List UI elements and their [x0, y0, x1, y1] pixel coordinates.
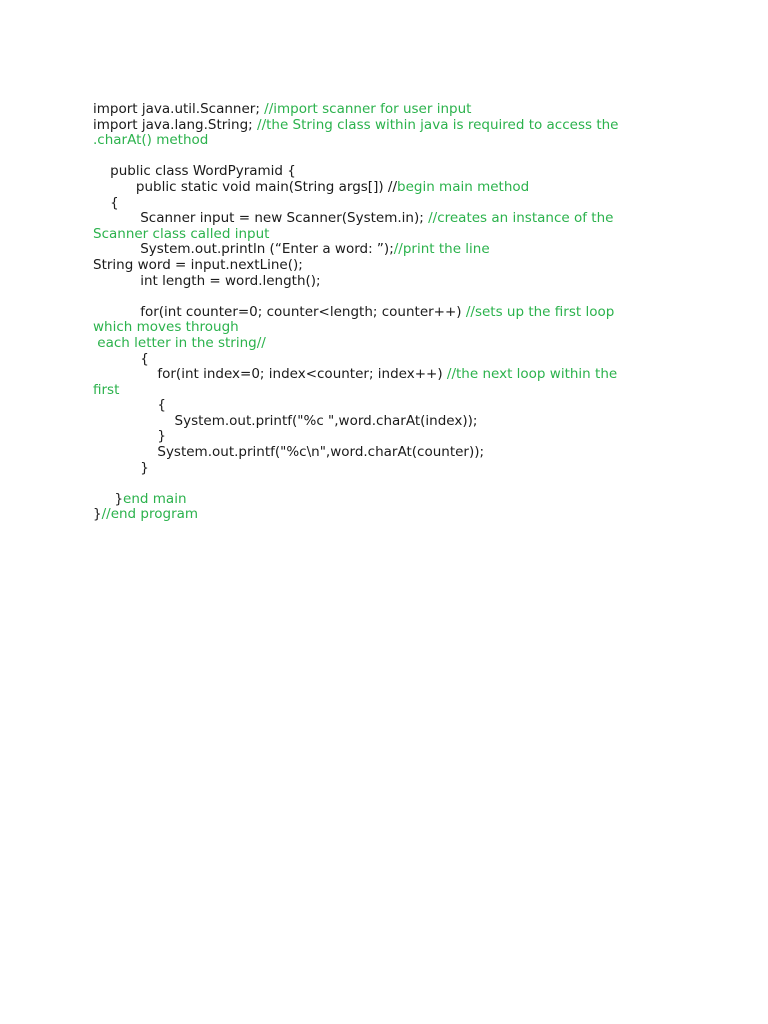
code-comment: //the next loop within the	[446, 366, 618, 383]
code-text: {	[93, 194, 119, 211]
code-comment: //sets up the first loop	[465, 303, 615, 320]
code-text: }	[93, 459, 149, 476]
code-line	[93, 227, 693, 243]
code-line	[93, 118, 693, 134]
code-listing	[93, 102, 693, 523]
code-line	[93, 258, 693, 274]
code-comment: //the String class within java is required to access the	[257, 116, 619, 133]
code-line	[93, 180, 693, 196]
code-text: Scanner input = new Scanner(System.in);	[93, 210, 429, 227]
code-text: System.out.printf("%c ",word.charAt(index));	[93, 412, 478, 429]
code-text: String word = input.nextLine();	[93, 256, 303, 273]
code-line	[93, 320, 693, 336]
code-comment: //import scanner for user input	[264, 101, 472, 117]
code-line	[93, 211, 693, 227]
code-text: }	[93, 506, 102, 523]
code-line	[93, 352, 693, 368]
code-text: int length = word.length();	[93, 272, 321, 289]
code-line	[93, 383, 693, 399]
code-line	[93, 414, 693, 430]
code-comment: .charAt() method	[93, 132, 209, 149]
code-comment: which moves through	[93, 319, 239, 336]
code-line	[93, 367, 693, 383]
code-comment: each letter in the string//	[93, 334, 266, 351]
code-comment: end main	[123, 490, 187, 507]
code-text: public class WordPyramid {	[93, 163, 296, 180]
code-comment: //end program	[101, 506, 199, 523]
code-comment: first	[93, 381, 120, 398]
code-line	[93, 102, 693, 118]
code-line	[93, 305, 693, 321]
code-text: for(int counter=0; counter<length; counter++)	[93, 303, 466, 320]
code-line	[93, 492, 693, 508]
code-line	[93, 445, 693, 461]
code-line	[93, 196, 693, 212]
code-line	[93, 476, 693, 492]
code-line	[93, 398, 693, 414]
code-line	[93, 242, 693, 258]
code-text: System.out.println (“Enter a word: ”);	[93, 241, 394, 258]
code-text: System.out.printf("%c\n",word.charAt(counter));	[93, 444, 485, 461]
code-line	[93, 164, 693, 180]
code-line	[93, 133, 693, 149]
code-line	[93, 461, 693, 477]
code-comment: //creates an instance of the	[428, 210, 614, 227]
code-text: import java.util.Scanner;	[93, 101, 265, 117]
code-text: }	[93, 428, 166, 445]
code-comment: //print the line	[393, 241, 490, 258]
code-comment: Scanner class called input	[93, 225, 270, 242]
code-text: }	[93, 490, 124, 507]
code-line	[93, 429, 693, 445]
code-text: {	[93, 397, 166, 414]
code-line	[93, 149, 693, 165]
code-line	[93, 507, 693, 523]
code-text: {	[93, 350, 149, 367]
code-line	[93, 289, 693, 305]
code-text: for(int index=0; index<counter; index++)	[93, 366, 447, 383]
code-line	[93, 274, 693, 290]
code-comment: begin main method	[397, 178, 530, 195]
code-line	[93, 336, 693, 352]
code-text: import java.lang.String;	[93, 116, 258, 133]
code-text: public static void main(String args[]) //	[93, 178, 397, 195]
